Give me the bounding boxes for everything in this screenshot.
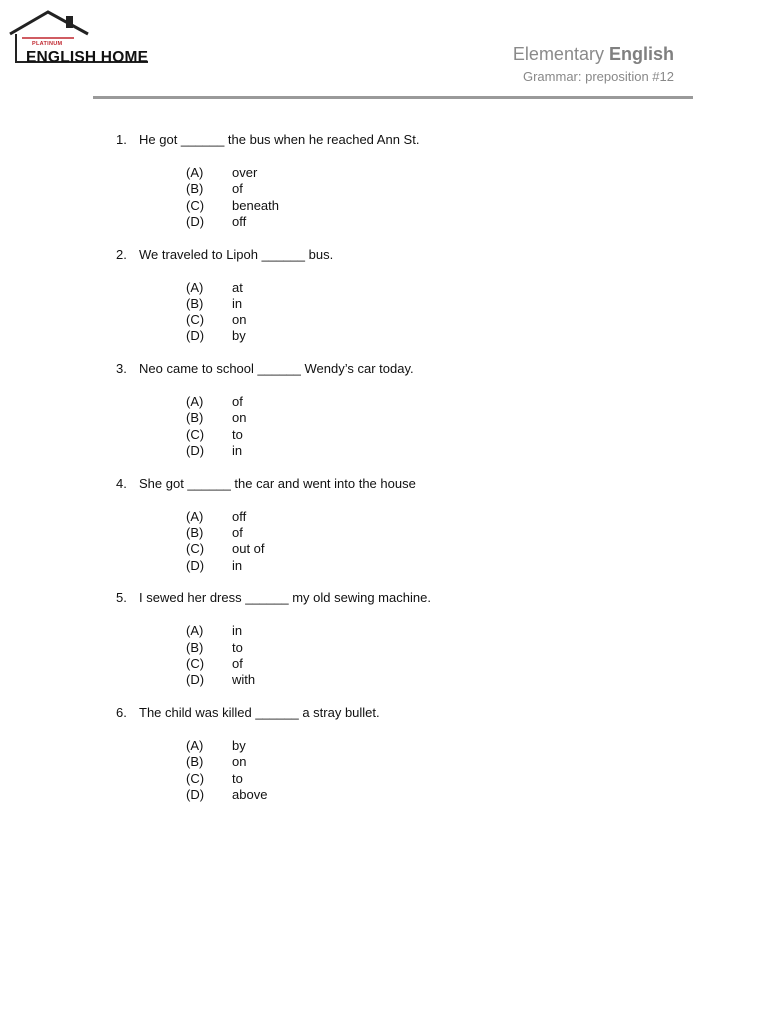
option-letter: (C) xyxy=(186,541,205,557)
question-item xyxy=(0,590,768,705)
question-item xyxy=(0,476,768,591)
option-letter: (C) xyxy=(186,426,205,442)
question-text: She got ______ the car and went into the house xyxy=(139,475,416,491)
option-text: to xyxy=(232,426,243,442)
option-letter: (D) xyxy=(186,786,205,802)
option-letter: (D) xyxy=(186,557,205,573)
question-item xyxy=(0,247,768,362)
option-letter: (A) xyxy=(186,508,204,524)
option-text: of xyxy=(232,655,243,671)
option-text: on xyxy=(232,312,247,328)
option-letter: (A) xyxy=(186,394,204,410)
question-number: 5. xyxy=(116,590,127,606)
option-text: of xyxy=(232,394,243,410)
option-letter: (A) xyxy=(186,165,204,180)
option-letter: (A) xyxy=(186,623,204,639)
option-letter: (C) xyxy=(186,312,205,328)
document-header xyxy=(513,45,674,83)
option-text: in xyxy=(232,557,243,573)
option-letter: (B) xyxy=(186,639,204,655)
option-text: of xyxy=(232,525,243,541)
option-text: over xyxy=(232,165,258,180)
option-letter: (A) xyxy=(186,737,204,753)
option-letter: (D) xyxy=(186,443,205,459)
question-text: He got ______ the bus when he reached Ann St. xyxy=(139,132,420,147)
option-letter: (B) xyxy=(186,754,204,770)
option-text: on xyxy=(232,754,247,770)
option-text: in xyxy=(232,623,243,639)
option-letter: (B) xyxy=(186,525,204,541)
question-number: 3. xyxy=(116,361,127,377)
option-text: off xyxy=(232,508,247,524)
question-number: 6. xyxy=(116,704,127,720)
question-item xyxy=(0,705,768,820)
option-text: to xyxy=(232,639,243,655)
option-text: by xyxy=(232,328,246,344)
option-text: out of xyxy=(232,541,265,557)
option-text: by xyxy=(232,737,246,753)
option-text: above xyxy=(232,786,268,802)
page-title xyxy=(513,45,674,63)
question-number: 4. xyxy=(116,475,127,491)
question-number: 1. xyxy=(116,132,127,147)
option-text: in xyxy=(232,295,243,311)
option-letter: (D) xyxy=(186,328,205,344)
option-letter: (D) xyxy=(186,672,205,688)
option-letter: (C) xyxy=(186,655,205,671)
option-letter: (A) xyxy=(186,279,204,295)
question-list xyxy=(0,132,768,820)
option-letter: (D) xyxy=(186,213,205,229)
option-letter: (B) xyxy=(186,181,204,197)
logo-name: ENGLISH HOME xyxy=(26,49,149,66)
question-text: The child was killed ______ a stray bullet. xyxy=(139,704,380,720)
option-text: beneath xyxy=(232,197,279,213)
page-subtitle: Grammar: preposition #12 xyxy=(522,69,674,84)
question-text: Neo came to school ______ Wendy’s car today. xyxy=(139,361,414,377)
logo-tagline: PLATINUM xyxy=(32,41,63,47)
header-divider xyxy=(93,96,693,99)
option-letter: (B) xyxy=(186,295,204,311)
logo xyxy=(8,10,153,66)
option-text: on xyxy=(232,410,247,426)
question-text: I sewed her dress ______ my old sewing machine. xyxy=(139,590,431,606)
option-text: of xyxy=(232,181,243,197)
question-text: We traveled to Lipoh ______ bus. xyxy=(139,246,334,262)
option-letter: (B) xyxy=(186,410,204,426)
option-text: to xyxy=(232,770,243,786)
title-bold: English xyxy=(608,44,674,64)
question-item xyxy=(0,361,768,476)
option-text: in xyxy=(232,443,243,459)
question-item xyxy=(0,132,768,247)
question-number: 2. xyxy=(116,246,127,262)
option-letter: (C) xyxy=(186,770,205,786)
option-text: off xyxy=(232,213,247,229)
option-letter: (C) xyxy=(186,197,205,213)
option-text: at xyxy=(232,279,243,295)
option-text: with xyxy=(232,672,256,688)
title-light: Elementary xyxy=(512,44,604,64)
